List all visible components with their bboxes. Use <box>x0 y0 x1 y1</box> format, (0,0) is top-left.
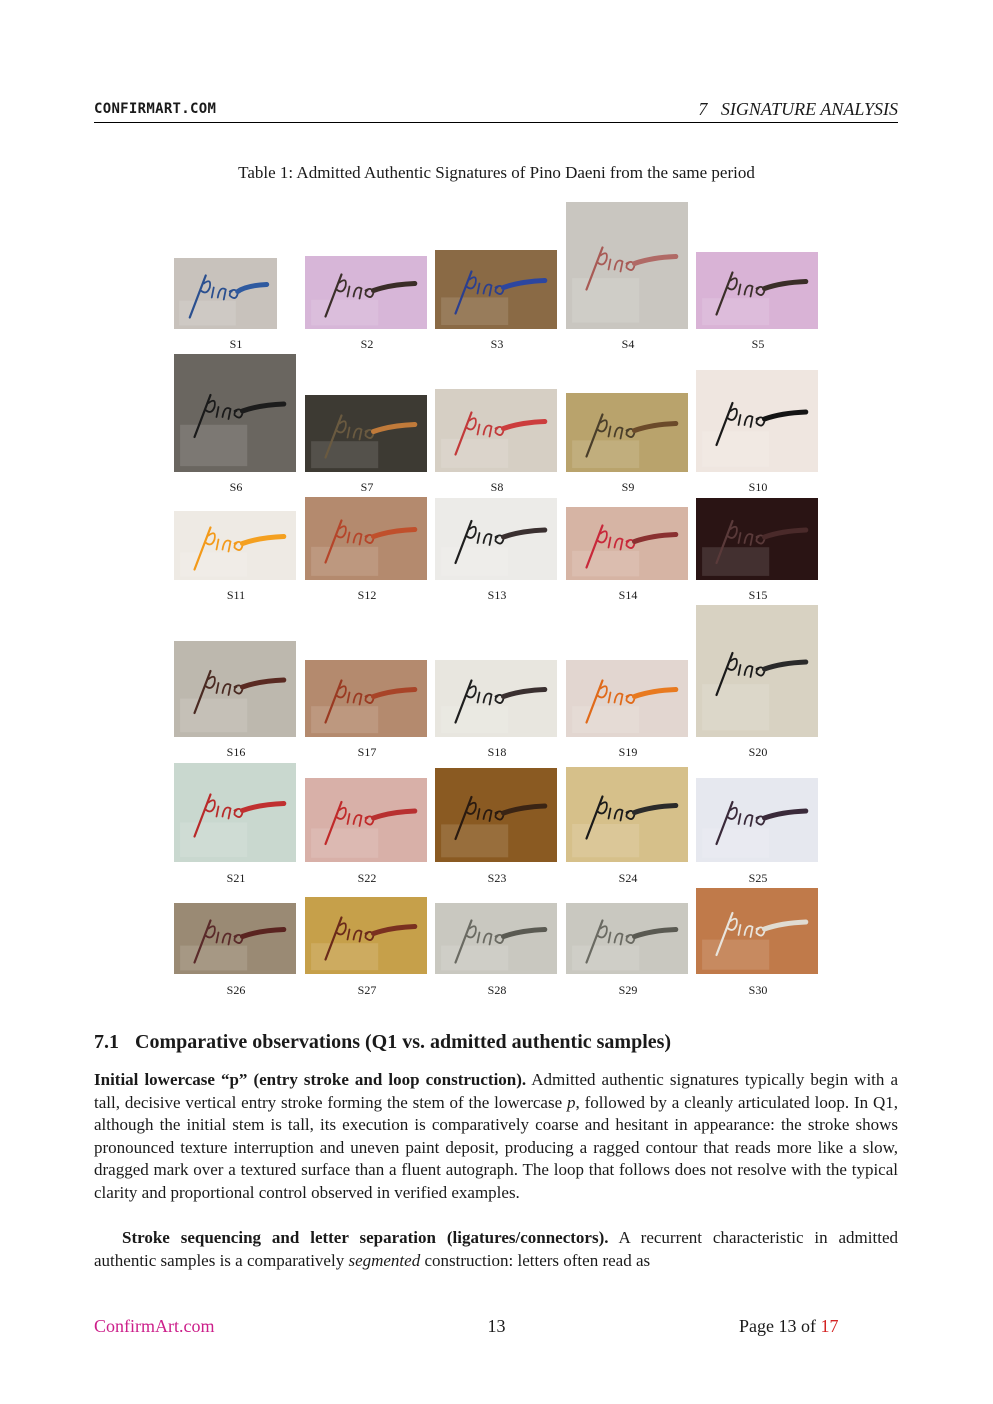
signature-image <box>305 256 427 329</box>
signature-image <box>174 258 277 329</box>
signature-label: S14 <box>618 588 638 602</box>
signature-thumbnail <box>435 903 557 974</box>
paragraph-text: construction: letters often read as <box>420 1250 651 1270</box>
signature-thumbnail <box>305 778 427 862</box>
signature-image <box>696 370 818 472</box>
signature-thumbnail <box>566 507 688 580</box>
signature-image <box>435 498 557 580</box>
paragraph-initial-p <box>94 1069 898 1205</box>
header-rule <box>94 122 898 123</box>
signature-image <box>696 498 818 580</box>
signature-thumbnail <box>435 498 557 580</box>
signature-label: S9 <box>621 480 635 494</box>
signature-thumbnail <box>174 641 296 737</box>
signature-label: S17 <box>357 745 377 759</box>
signature-thumbnail <box>174 763 296 862</box>
signature-image <box>696 778 818 862</box>
signature-image <box>566 202 688 329</box>
signature-label: S10 <box>748 480 768 494</box>
paragraph-text: Admitted authentic signatures typically begin with a tall, decisive vertical entry stroke forming the stem of the lowercase <box>94 1070 898 1112</box>
signature-image <box>305 778 427 862</box>
signature-thumbnail <box>696 605 818 737</box>
signature-image <box>174 354 296 472</box>
signature-thumbnail <box>435 250 557 329</box>
signature-label: S4 <box>621 337 635 351</box>
signature-label: S1 <box>229 337 243 351</box>
signature-thumbnail <box>566 393 688 472</box>
signature-thumbnail <box>305 660 427 737</box>
footer-page-count <box>739 1316 838 1337</box>
signature-thumbnail <box>174 354 296 472</box>
paragraph-italic: p <box>566 1092 576 1112</box>
signature-thumbnail <box>566 903 688 974</box>
signature-thumbnail <box>174 903 296 974</box>
signature-thumbnail <box>305 256 427 329</box>
signature-thumbnail <box>435 389 557 472</box>
signature-label: S26 <box>226 983 246 997</box>
signature-image <box>435 903 557 974</box>
signature-thumbnail <box>174 511 296 580</box>
signature-label: S11 <box>226 588 246 602</box>
footer-page-prefix: Page 13 of <box>739 1316 821 1336</box>
signature-thumbnail <box>305 897 427 974</box>
signature-thumbnail <box>696 252 818 329</box>
header-site-logo: CONFIRMART.COM <box>94 101 217 117</box>
signature-image <box>566 660 688 737</box>
section-heading <box>94 1031 671 1054</box>
signature-image <box>696 252 818 329</box>
signature-label: S28 <box>487 983 507 997</box>
signature-label: S25 <box>748 871 768 885</box>
signature-image <box>174 763 296 862</box>
header-section-title: 7 SIGNATURE ANALYSIS <box>698 99 898 119</box>
signature-label: S18 <box>487 745 507 759</box>
signature-image <box>305 897 427 974</box>
signature-label: S8 <box>490 480 504 494</box>
signature-label: S16 <box>226 745 246 759</box>
paragraph-italic: segmented <box>348 1250 421 1270</box>
signature-label: S15 <box>748 588 768 602</box>
section-title: Comparative observations (Q1 vs. admitted authentic samples) <box>135 1031 672 1053</box>
signature-image <box>174 641 296 737</box>
signature-image <box>305 497 427 580</box>
section-number: 7.1 <box>94 1031 119 1053</box>
paragraph-lead: Stroke sequencing and letter separation (ligatures/connectors). <box>122 1228 609 1247</box>
signature-image <box>174 903 296 974</box>
signature-thumbnail <box>305 395 427 472</box>
footer-page-number: 13 <box>487 1316 506 1336</box>
signature-image <box>696 605 818 737</box>
signature-image <box>696 888 818 974</box>
signature-image <box>435 250 557 329</box>
signature-image <box>435 768 557 862</box>
signature-thumbnail <box>305 497 427 580</box>
signature-label: S7 <box>360 480 374 494</box>
signature-label: S20 <box>748 745 768 759</box>
signature-label: S5 <box>751 337 765 351</box>
signature-image <box>566 767 688 862</box>
footer-page-total: 17 <box>820 1316 839 1336</box>
signature-image <box>566 903 688 974</box>
signature-image <box>305 395 427 472</box>
signature-label: S22 <box>357 871 377 885</box>
table-caption: Table 1: Admitted Authentic Signatures of Pino Daeni from the same period <box>238 163 755 182</box>
signature-thumbnail <box>566 767 688 862</box>
signature-image <box>305 660 427 737</box>
paragraph-lead: Initial lowercase “p” (entry stroke and loop construction). <box>94 1070 527 1089</box>
signature-label: S27 <box>357 983 377 997</box>
signature-label: S3 <box>490 337 504 351</box>
signature-label: S29 <box>618 983 638 997</box>
signature-thumbnail <box>696 778 818 862</box>
signature-label: S2 <box>360 337 374 351</box>
signature-label: S24 <box>618 871 638 885</box>
signature-thumbnail <box>174 258 277 329</box>
signature-image <box>435 389 557 472</box>
signature-image <box>566 507 688 580</box>
signature-thumbnail <box>566 660 688 737</box>
signature-image <box>435 660 557 737</box>
paragraph-text: A recurrent characteristic in admitted authentic samples is a comparatively <box>94 1228 898 1270</box>
signature-label: S19 <box>618 745 638 759</box>
signature-label: S6 <box>229 480 243 494</box>
footer-site-link[interactable]: ConfirmArt.com <box>94 1316 215 1336</box>
signature-label: S12 <box>357 588 377 602</box>
signature-thumbnail <box>696 888 818 974</box>
paragraph-text: , followed by a cleanly articulated loop. In Q1, although the initial stem is tall, its execution is comparatively coarse and hesitant in appearance: the stroke shows pronounced texture interruption and uneven paint deposit, producing a ragged contour that reads more like a slow, dragged mark over a textured surface than a fluent autograph. The loop that follows does not resolve with the typical clarity and proportional control observed in verified examples. <box>94 1092 898 1202</box>
signature-thumbnail <box>696 498 818 580</box>
paragraph-stroke-sequencing <box>94 1227 898 1272</box>
signature-thumbnail <box>696 370 818 472</box>
signature-label: S30 <box>748 983 768 997</box>
signature-thumbnail <box>435 660 557 737</box>
signature-label: S23 <box>487 871 507 885</box>
signature-label: S21 <box>226 871 246 885</box>
signature-image <box>174 511 296 580</box>
signature-thumbnail <box>435 768 557 862</box>
signature-image <box>566 393 688 472</box>
signature-label: S13 <box>487 588 507 602</box>
signature-thumbnail <box>566 202 688 329</box>
